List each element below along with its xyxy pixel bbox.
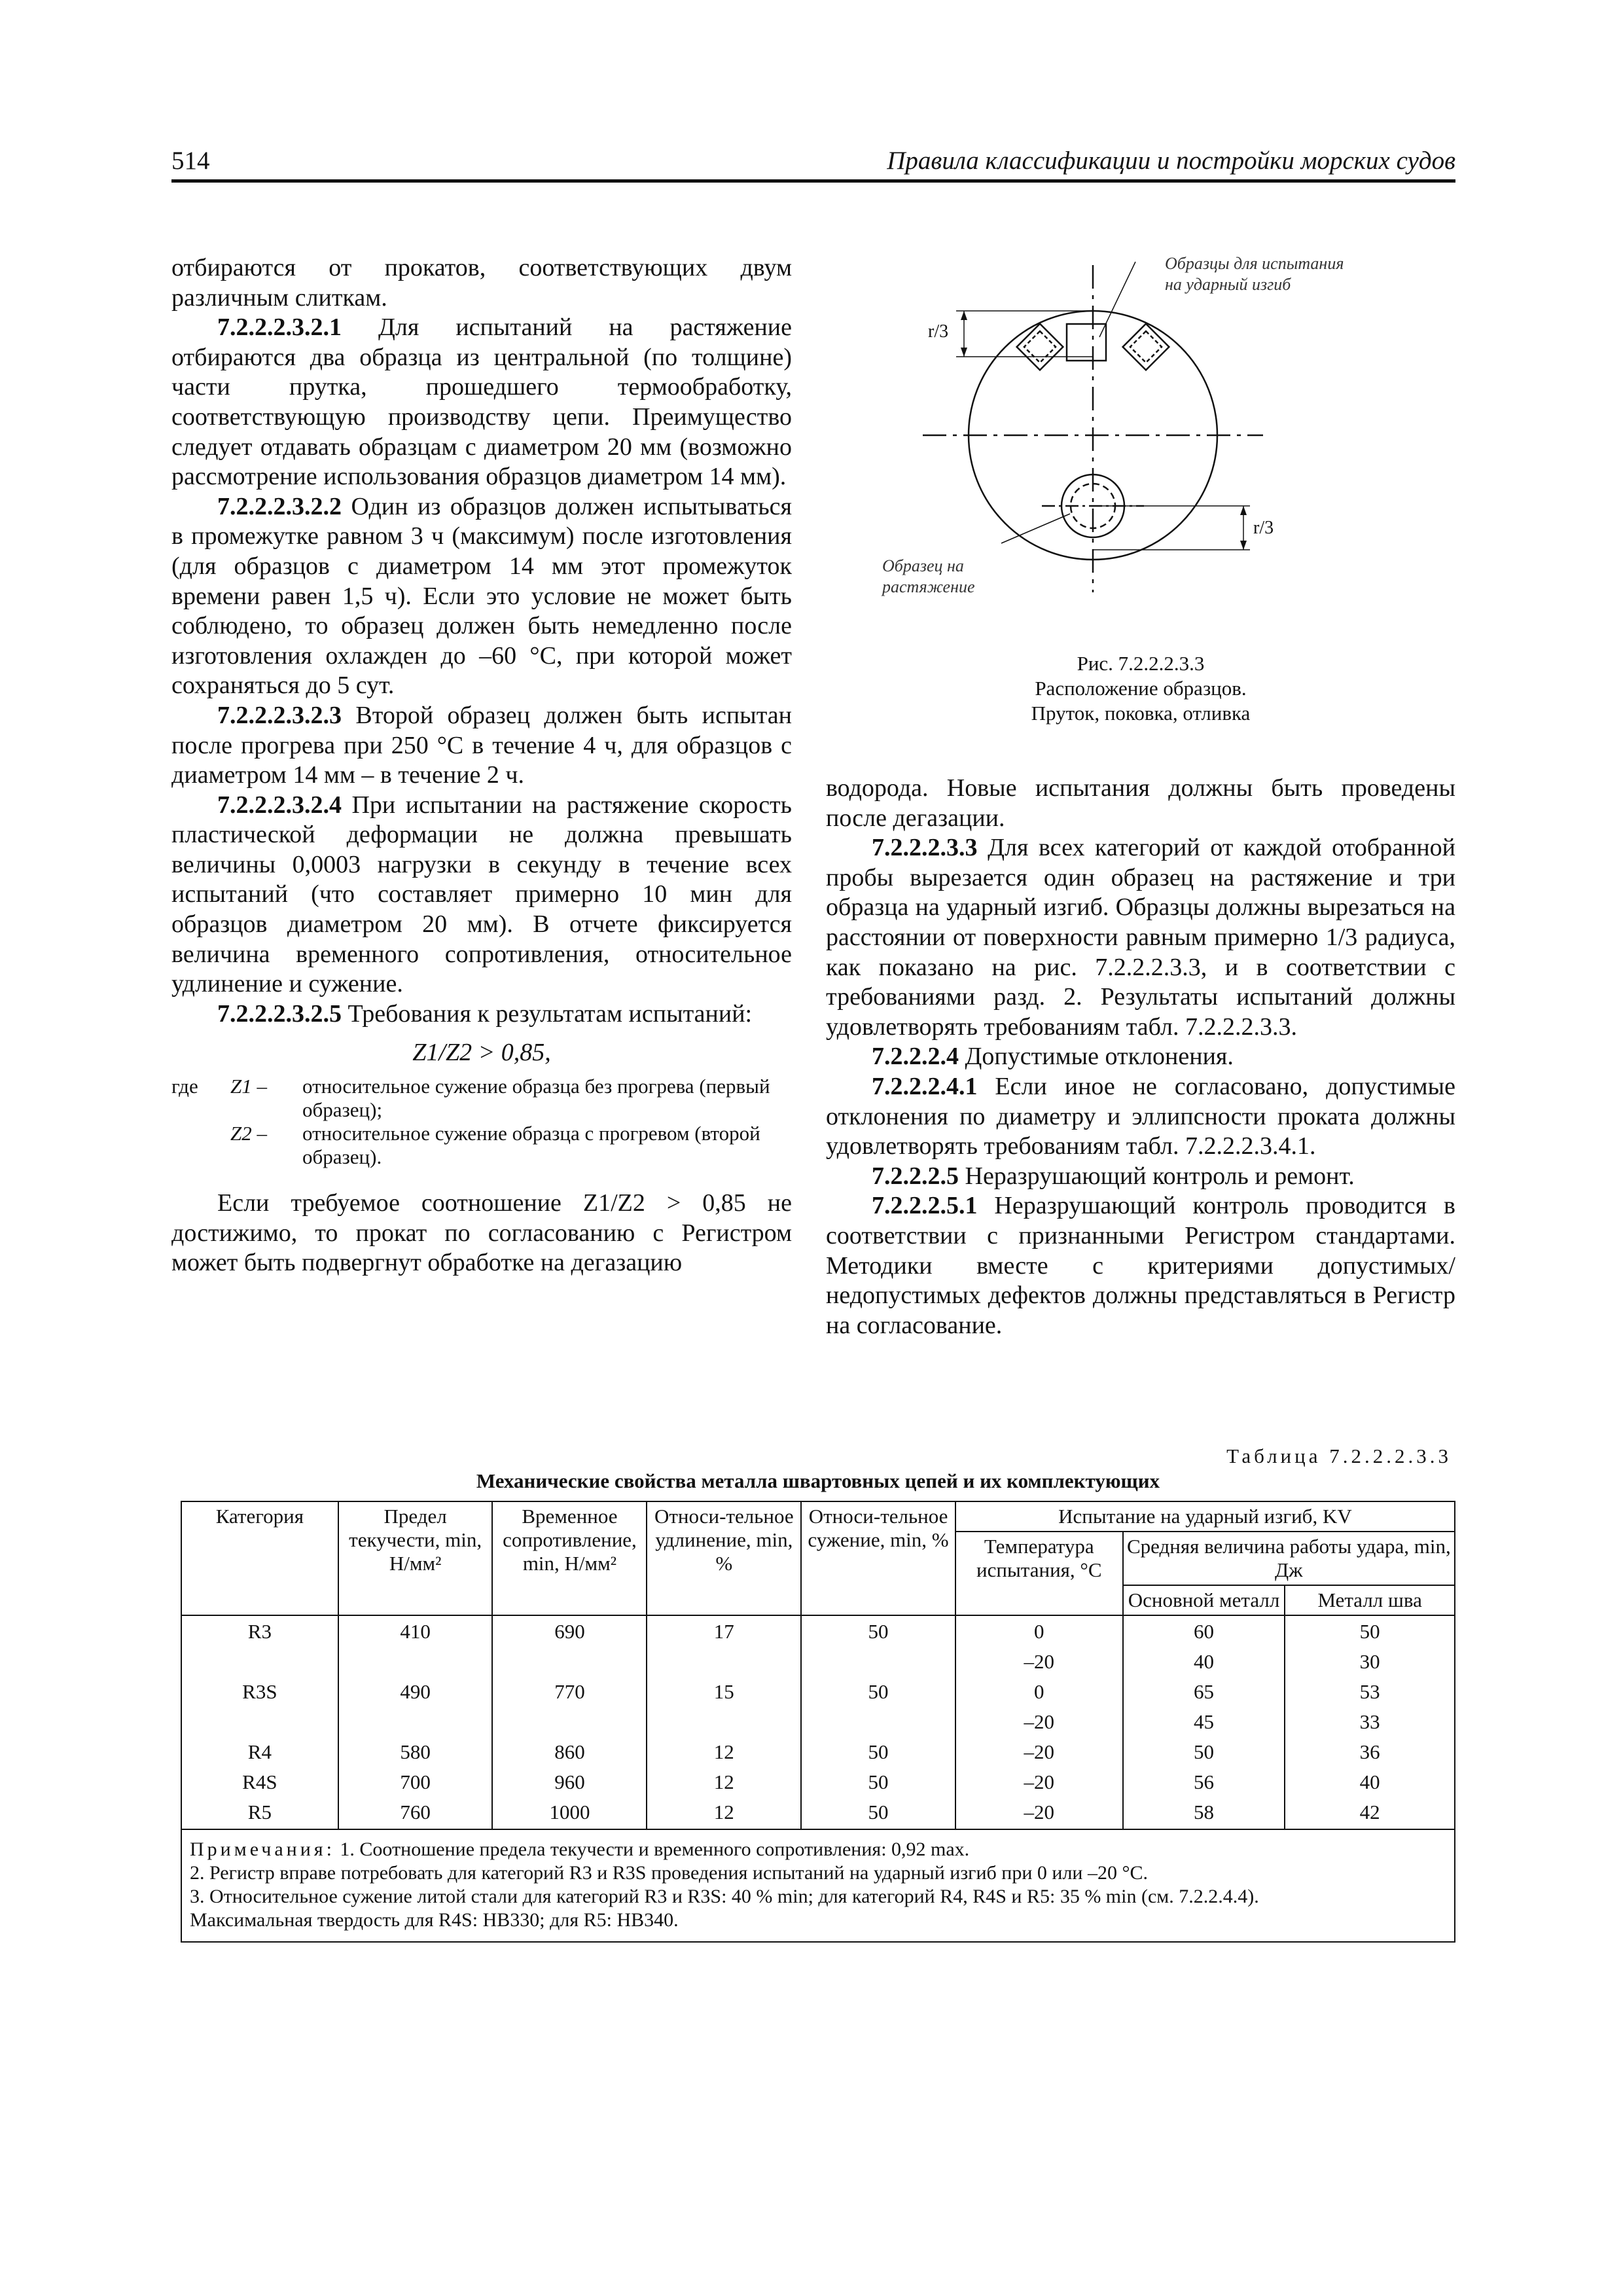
paragraph-text: Требования к результатам испытаний:: [342, 999, 753, 1028]
cell-temperature: –20: [955, 1706, 1123, 1736]
formula-text: Z1/Z2 > 0,85,: [412, 1039, 551, 1067]
cell-temperature: –20: [955, 1767, 1123, 1797]
note-1: 1. Соотношение предела текучести и временного сопротивления: 0,92 max.: [334, 1839, 970, 1860]
table-row: [181, 1706, 1455, 1736]
label-tensile-line1: Образец на: [882, 556, 964, 575]
cell-weld: 42: [1285, 1797, 1455, 1829]
header-base-metal: Основной металл: [1123, 1585, 1285, 1615]
right-column: [826, 774, 1455, 1340]
cell-reduction: [801, 1646, 955, 1676]
paragraph-text: При испытании на растяжение скорость пластической деформации не должна превышать величины 0,0003 нагрузки в секунду в течение всех испытаний (что составляет примерно 10 мин для образцов диаметром 20 мм). В отчете фиксируется величина временного сопротивления, относительное удлинение и сужение.: [171, 791, 792, 998]
label-impact-line2: на ударный изгиб: [1165, 275, 1291, 294]
impact-specimen-right: [1123, 324, 1169, 370]
section-number: 7.2.2.2.3.3: [872, 834, 978, 862]
paragraph: отбираются от прокатов, соответствующих двум различным слиткам.: [171, 254, 792, 312]
page-number: 514: [171, 147, 210, 175]
cell-yield: 760: [338, 1797, 493, 1829]
cell-weld: 36: [1285, 1736, 1455, 1767]
cell-tensile: 770: [492, 1676, 647, 1706]
dim-label-right: r/3: [1253, 518, 1274, 538]
paragraph-text: Если иное не согласовано, допустимые отклонения по диаметру и эллипсности проката должны удовлетворять требованиям табл. 7.2.2.2.3.4.1.: [826, 1072, 1455, 1160]
header-category: Категория: [181, 1501, 338, 1615]
section-number: 7.2.2.2.3.2.1: [217, 314, 342, 342]
def-symbol: Z2 –: [230, 1122, 267, 1145]
header-impact: Испытание на ударный изгиб, KV: [955, 1501, 1455, 1532]
dim-label-left: r/3: [928, 321, 949, 342]
cell-base: 60: [1123, 1615, 1285, 1646]
cell-reduction: 50: [801, 1676, 955, 1706]
def-text: относительное сужение образца без прогрева (первый образец);: [302, 1075, 770, 1122]
impact-specimen-center: [1067, 324, 1106, 361]
cell-tensile: [492, 1646, 647, 1676]
paragraph: [171, 791, 792, 999]
running-title: Правила классификации и постройки морских судов: [887, 147, 1455, 175]
table-label: Таблица 7.2.2.2.3.3: [1226, 1444, 1452, 1467]
cell-yield: [338, 1706, 493, 1736]
paragraph: [826, 833, 1455, 1042]
cell-reduction: 50: [801, 1736, 955, 1767]
caption-number: Рис. 7.2.2.2.3.3: [1077, 652, 1205, 675]
cell-tensile: 860: [492, 1736, 647, 1767]
paragraph: [171, 313, 792, 492]
cell-reduction: 50: [801, 1767, 955, 1797]
mechanical-properties-table: [181, 1501, 1455, 1943]
cell-elongation: 12: [647, 1767, 801, 1797]
table-title: Механические свойства металла швартовных цепей и их комплектующих: [476, 1469, 1160, 1492]
paragraph: [171, 701, 792, 791]
definitions: [171, 1075, 792, 1169]
paragraph-text: Один из образцов должен испытываться в промежутке равном 3 ч (максимум) после изготовления (для образцов с диаметром 14 мм этот промежуток времени равен 1,5 ч). Если это условие не может быть соблюдено, то образец должен быть немедленно после изготовления охлажден до –60 °С, при которой может сохраняться до 5 сут.: [171, 492, 792, 700]
cell-tensile: 690: [492, 1615, 647, 1646]
cell-weld: 33: [1285, 1706, 1455, 1736]
section-number: 7.2.2.2.3.2.2: [217, 492, 342, 520]
cell-yield: 410: [338, 1615, 493, 1646]
table-row: [181, 1676, 1455, 1706]
table-row: [181, 1767, 1455, 1797]
cell-temperature: –20: [955, 1736, 1123, 1767]
caption-subtitle: Пруток, поковка, отливка: [1031, 702, 1251, 725]
cell-elongation: [647, 1706, 801, 1736]
cell-base: 45: [1123, 1706, 1285, 1736]
section-number: 7.2.2.2.4.1: [872, 1072, 978, 1100]
header-yield: Предел текучести, min, Н/мм²: [338, 1501, 493, 1615]
cell-base: 58: [1123, 1797, 1285, 1829]
cell-temperature: 0: [955, 1615, 1123, 1646]
label-impact-line1: Образцы для испытания: [1165, 254, 1344, 273]
cell-yield: [338, 1646, 493, 1676]
cell-yield: 700: [338, 1767, 493, 1797]
cell-yield: 490: [338, 1676, 493, 1706]
section-number: 7.2.2.2.3.2.4: [217, 791, 342, 819]
header-elongation: Относи-тельное удлинение, min, %: [647, 1501, 801, 1615]
paragraph-text: Второй образец должен быть испытан после прогрева при 250 °С в течение 4 ч, для образцов с диаметром 14 мм – в течение 2 ч.: [171, 701, 792, 789]
table-row: [181, 1736, 1455, 1767]
cell-reduction: [801, 1706, 955, 1736]
cell-tensile: 960: [492, 1767, 647, 1797]
label-tensile-line2: растяжение: [882, 577, 975, 596]
section-number: 7.2.2.2.4: [872, 1043, 959, 1071]
header-weld-metal: Металл шва: [1285, 1585, 1455, 1615]
cell-base: 65: [1123, 1676, 1285, 1706]
table-row: [181, 1615, 1455, 1646]
cell-base: 50: [1123, 1736, 1285, 1767]
cell-category: [181, 1646, 338, 1676]
paragraph: [171, 999, 792, 1030]
cell-reduction: 50: [801, 1797, 955, 1829]
formula: [171, 1038, 792, 1068]
note-4: Максимальная твердость для R4S: HB330; для R5: HB340.: [190, 1909, 679, 1931]
cell-elongation: 12: [647, 1736, 801, 1767]
header-reduction: Относи-тельное сужение, min, %: [801, 1501, 955, 1615]
page-header: [171, 147, 1455, 183]
section-number: 7.2.2.2.5: [872, 1162, 959, 1190]
paragraph: [826, 1191, 1455, 1340]
paragraph: [171, 492, 792, 701]
cell-temperature: 0: [955, 1676, 1123, 1706]
paragraph: [826, 1072, 1455, 1162]
cell-tensile: 1000: [492, 1797, 647, 1829]
header-temperature: Температура испытания, °С: [955, 1532, 1123, 1615]
cell-category: R5: [181, 1797, 338, 1829]
table-row: [181, 1646, 1455, 1676]
cell-category: R4S: [181, 1767, 338, 1797]
cell-weld: 40: [1285, 1767, 1455, 1797]
cell-category: R3S: [181, 1676, 338, 1706]
paragraph-text: Для испытаний на растяжение отбираются два образца из центральной (по толщине) части прутка, прошедшего термообработку, соответствующую производству цепи. Преимущество следует отдавать образцам с диаметром 20 мм (возможно рассмотрение использования образцов диаметром 14 мм).: [171, 314, 792, 491]
paragraph-text: Допустимые отклонения.: [959, 1043, 1234, 1071]
cell-tensile: [492, 1706, 647, 1736]
caption-title: Расположение образцов.: [1035, 677, 1247, 700]
table-row: [181, 1797, 1455, 1829]
where-label: где: [171, 1075, 198, 1098]
note-2: 2. Регистр вправе потребовать для категорий R3 и R3S проведения испытаний на ударный изгиб при 0 или –20 °С.: [190, 1862, 1148, 1884]
header-average-energy: Средняя величина работы удара, min, Дж: [1123, 1532, 1455, 1585]
cell-base: 56: [1123, 1767, 1285, 1797]
left-column: [171, 253, 792, 1278]
cell-temperature: –20: [955, 1646, 1123, 1676]
cell-category: R3: [181, 1615, 338, 1646]
table-notes-row: [181, 1829, 1455, 1942]
table-notes: [181, 1829, 1455, 1942]
cell-reduction: 50: [801, 1615, 955, 1646]
cell-elongation: 12: [647, 1797, 801, 1829]
cell-elongation: [647, 1646, 801, 1676]
leader-impact: [1099, 262, 1135, 337]
paragraph-text: Для всех категорий от каждой отобранной пробы вырезается один образец на растяжение и три образца на ударный изгиб. Образцы должны вырезаться на расстоянии от поверхности равным примерно 1/3 радиуса, как показано на рис. 7.2.2.2.3.3, и в соответствии с требованиями разд. 2. Результаты испытаний должны удовлетворять требованиям табл. 7.2.2.2.3.3.: [826, 834, 1455, 1041]
cell-temperature: –20: [955, 1797, 1123, 1829]
section-number: 7.2.2.2.3.2.3: [217, 701, 342, 729]
figure-caption: [826, 651, 1455, 726]
header-tensile: Временное сопротивление, min, Н/мм²: [492, 1501, 647, 1615]
def-text: относительное сужение образца с прогревом (второй образец).: [302, 1122, 760, 1169]
notes-label: Примечания:: [190, 1839, 335, 1860]
cell-elongation: 15: [647, 1676, 801, 1706]
paragraph: водорода. Новые испытания должны быть проведены после дегазации.: [826, 774, 1455, 832]
cell-category: R4: [181, 1736, 338, 1767]
section-number: 7.2.2.2.3.2.5: [217, 999, 342, 1028]
note-3: 3. Относительное сужение литой стали для категорий R3 и R3S: 40 % min; для категорий R4, R4S и R5: 35 % min (см. 7.2.2.4.4).: [190, 1886, 1259, 1907]
cell-yield: 580: [338, 1736, 493, 1767]
specimen-figure: [877, 252, 1453, 609]
cell-category: [181, 1706, 338, 1736]
impact-specimen-left: [1017, 324, 1063, 370]
paragraph: Если требуемое соотношение Z1/Z2 > 0,85 не достижимо, то прокат по согласованию с Регистром может быть подвергнут обработке на дегазацию: [171, 1189, 792, 1277]
paragraph-text: Неразрушающий контроль проводится в соответствии с признанными Регистром стандартами. Методики вместе с критериями допустимых/недопустимых дефектов должны представляться в Регистр на согласование.: [826, 1192, 1455, 1339]
cell-weld: 53: [1285, 1676, 1455, 1706]
paragraph: [826, 1162, 1455, 1192]
cell-weld: 50: [1285, 1615, 1455, 1646]
cell-elongation: 17: [647, 1615, 801, 1646]
paragraph-text: Неразрушающий контроль и ремонт.: [959, 1162, 1355, 1190]
paragraph: [826, 1042, 1455, 1072]
cell-base: 40: [1123, 1646, 1285, 1676]
def-symbol: Z1 –: [230, 1075, 267, 1098]
cell-weld: 30: [1285, 1646, 1455, 1676]
section-number: 7.2.2.2.5.1: [872, 1192, 978, 1220]
